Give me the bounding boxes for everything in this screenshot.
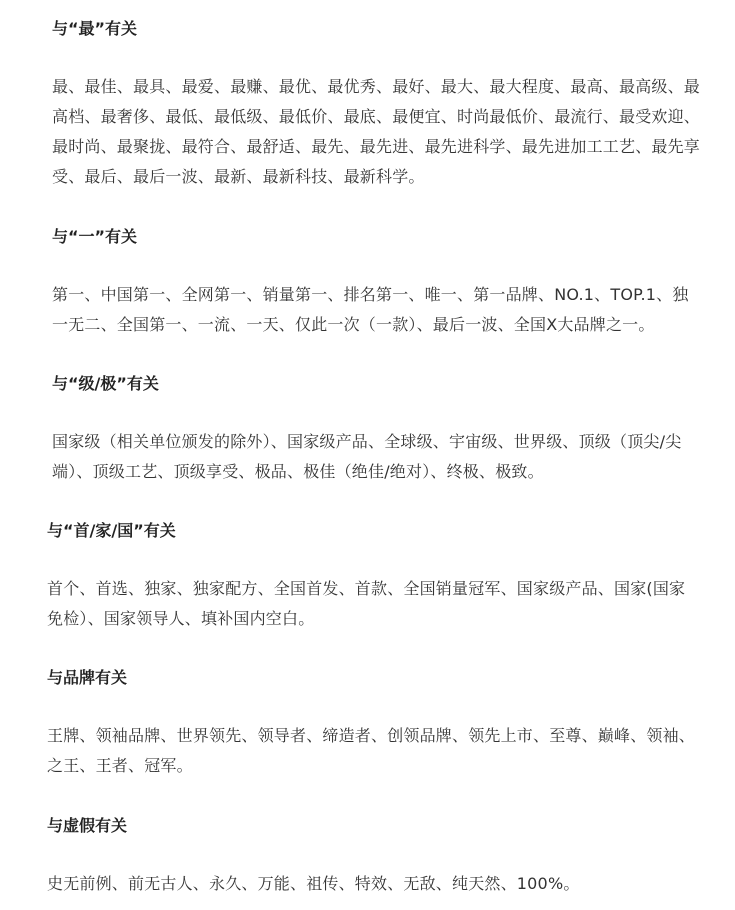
- section-heading: 与“最”有关: [52, 19, 138, 38]
- section-paragraph: 史无前例、前无古人、永久、万能、祖传、特效、无敌、纯天然、100%。: [47, 874, 580, 893]
- section-heading: 与“级/极”有关: [52, 374, 159, 393]
- section-paragraph: 第一、中国第一、全网第一、销量第一、排名第一、唯一、第一品牌、NO.1、TOP.1、独一无二、全国第一、一流、一天、仅此一次（一款）、最后一波、全国X大品牌之一。: [52, 285, 689, 334]
- section-heading: 与品牌有关: [47, 668, 128, 687]
- section-paragraph: 国家级（相关单位颁发的除外）、国家级产品、全球级、宇宙级、世界级、顶级（顶尖/尖端）、顶级工艺、顶级享受、极品、极佳（绝佳/绝对）、终极、极致。: [52, 432, 682, 481]
- section-heading: 与“首/家/国”有关: [47, 521, 176, 540]
- section-paragraph: 王牌、领袖品牌、世界领先、领导者、缔造者、创领品牌、领先上市、至尊、巅峰、领袖、之王、王者、冠军。: [47, 726, 696, 775]
- section-paragraph: 首个、首选、独家、独家配方、全国首发、首款、全国销量冠军、国家级产品、国家(国家免检）、国家领导人、填补国内空白。: [47, 579, 686, 628]
- section-heading: 与“一”有关: [52, 227, 138, 246]
- section-heading: 与虚假有关: [47, 816, 128, 835]
- section-paragraph: 最、最佳、最具、最爱、最赚、最优、最优秀、最好、最大、最大程度、最高、最高级、最高档、最奢侈、最低、最低级、最低价、最底、最便宜、时尚最低价、最流行、最受欢迎、最时尚、最聚拢、最符合、最舒适、最先、最先进、最先进科学、最先进加工工艺、最先享受、最后、最后一波、最新、最新科技、最新科学。: [52, 77, 701, 186]
